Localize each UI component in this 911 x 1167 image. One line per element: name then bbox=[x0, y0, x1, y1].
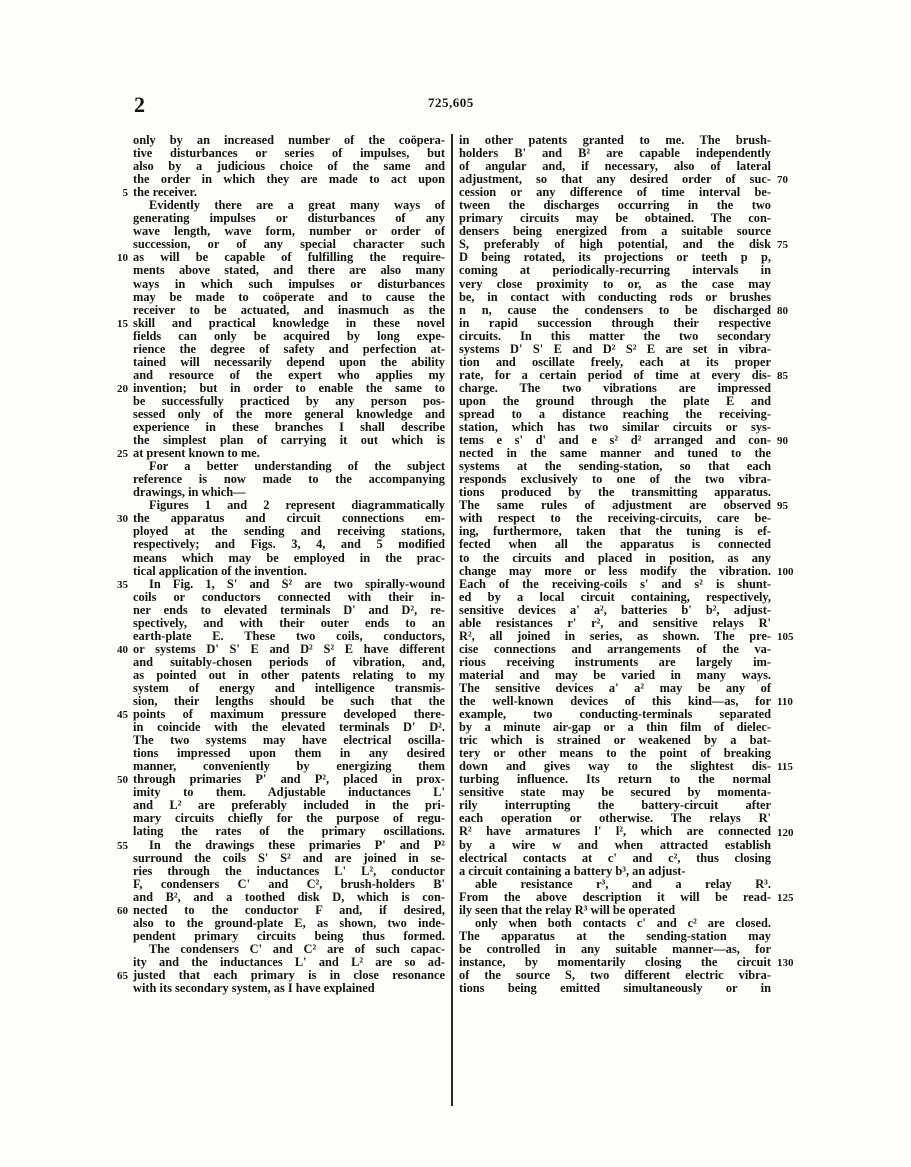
text-line: and suitably-chosen periods of vibration, and, bbox=[133, 654, 445, 669]
line-number: 125 bbox=[777, 891, 794, 904]
line-number: 55 bbox=[117, 839, 128, 852]
text-line: Each of the receiving-coils s' and s² is shunt- bbox=[459, 576, 771, 591]
text-line: R² have armatures l' l², which are connected bbox=[459, 824, 771, 839]
right-text-column bbox=[459, 134, 771, 995]
text-line: the apparatus and circuit connections em- bbox=[133, 511, 445, 526]
text-line: ily seen that the relay R³ will be operated bbox=[459, 902, 676, 917]
text-line: circuits. In this matter the two secondary bbox=[459, 328, 771, 343]
text-line: of angular and, if necessary, also of lateral bbox=[459, 159, 771, 174]
text-line: systems at the sending-station, so that each bbox=[459, 459, 771, 474]
text-line: as will be capable of fulfilling the require- bbox=[133, 250, 445, 265]
line-number: 95 bbox=[777, 500, 788, 513]
text-line: with its secondary system, as I have explained bbox=[133, 981, 375, 996]
text-line: and L² are preferably included in the pri- bbox=[133, 798, 445, 813]
text-line: generating impulses or disturbances of any bbox=[133, 211, 445, 226]
text-line: the well-known devices of this kind—as, for bbox=[459, 694, 771, 709]
text-line: spread to a distance reaching the receiving- bbox=[459, 406, 771, 421]
text-line: charge. The two vibrations are impressed bbox=[459, 380, 771, 395]
text-line: ner ends to elevated terminals D' and D², re- bbox=[133, 602, 445, 617]
text-line: The two systems may have electrical oscilla- bbox=[133, 733, 445, 748]
text-line: responds exclusively to one of the two vibra- bbox=[459, 472, 771, 487]
text-line: also by a judicious choice of the same and bbox=[133, 159, 445, 174]
text-line: in coincide with the elevated terminals D' D². bbox=[133, 720, 445, 735]
text-line: earth-plate E. These two coils, conductors, bbox=[133, 628, 445, 643]
line-number: 85 bbox=[777, 369, 788, 382]
line-number: 110 bbox=[777, 696, 793, 709]
text-line: instance, by momentarily closing the circuit bbox=[459, 954, 771, 969]
text-line: receiver to be actuated, and inasmuch as the bbox=[133, 302, 445, 317]
text-line: ways in which such impulses or disturbances bbox=[133, 276, 445, 291]
text-line: fected when all the apparatus is connected bbox=[459, 537, 771, 552]
text-line: The apparatus at the sending-station may bbox=[459, 928, 771, 943]
text-line: adjustment, so that any desired order of suc- bbox=[459, 172, 771, 187]
line-number: 90 bbox=[777, 435, 788, 448]
text-line: ed by a local circuit containing, respectively, bbox=[459, 589, 771, 604]
text-line: sessed only of the more general knowledge and bbox=[133, 406, 445, 421]
text-line: D being rotated, its projections or teeth p p, bbox=[459, 250, 771, 265]
text-line: experience in these branches I shall describe bbox=[133, 420, 445, 435]
line-number: 45 bbox=[117, 709, 128, 722]
text-line: in rapid succession through their respective bbox=[459, 315, 771, 330]
line-number: 30 bbox=[117, 513, 128, 526]
text-line: only by an increased number of the coöpera- bbox=[133, 133, 445, 147]
text-line: respectively; and Figs. 3, 4, and 5 modified bbox=[133, 537, 445, 552]
text-line: rily interrupting the battery-circuit after bbox=[459, 798, 771, 813]
line-number: 100 bbox=[777, 565, 794, 578]
text-line: tems e s' d' and e s² d² arranged and con- bbox=[459, 433, 771, 448]
text-line: pendent primary circuits being thus formed. bbox=[133, 928, 445, 943]
text-line: each operation or otherwise. The relays R' bbox=[459, 811, 771, 826]
text-line: lating the rates of the primary oscillations. bbox=[133, 824, 445, 839]
text-line: densers being energized from a suitable source bbox=[459, 224, 771, 239]
text-line: For a better understanding of the subject bbox=[149, 459, 445, 474]
text-line: ployed at the sending and receiving stations, bbox=[133, 524, 445, 539]
text-line: holders B' and B² are capable independently bbox=[459, 146, 771, 161]
text-line: surround the coils S' S² and are joined in se- bbox=[133, 850, 445, 865]
text-line: ments above stated, and there are also many bbox=[133, 263, 445, 278]
text-line: through primaries P' and P², placed in prox- bbox=[133, 772, 445, 787]
text-line: system of energy and intelligence transmis- bbox=[133, 680, 445, 695]
text-line: or systems D' S' E and D² S² E have different bbox=[133, 641, 445, 656]
text-line: nected in the same manner and tuned to the bbox=[459, 446, 771, 461]
text-line: by a minute air-gap or a thin film of dielec- bbox=[459, 720, 771, 735]
text-line: Evidently there are a great many ways of bbox=[149, 198, 445, 213]
text-line: and B², and a toothed disk D, which is con- bbox=[133, 889, 445, 904]
text-line: be successfully practiced by any person pos- bbox=[133, 393, 445, 408]
text-line: R², all joined in series, as shown. The pre- bbox=[459, 628, 771, 643]
text-line: tween the discharges occurring in the two bbox=[459, 198, 771, 213]
text-line: as pointed out in other patents relating to my bbox=[133, 667, 445, 682]
line-number: 115 bbox=[777, 761, 793, 774]
text-line: primary circuits may be obtained. The con- bbox=[459, 211, 771, 226]
text-line: may be made to coöperate and to cause the bbox=[133, 289, 445, 304]
text-line: tery or other means to the point of breaking bbox=[459, 746, 771, 761]
text-line: cession or any difference of time interval be- bbox=[459, 185, 771, 200]
text-line: nected to the conductor F and, if desired, bbox=[133, 902, 445, 917]
line-number: 35 bbox=[117, 578, 128, 591]
text-line: ries through the inductances L' L², conductor bbox=[133, 863, 445, 878]
text-line: down and gives way to the slightest dis- bbox=[459, 759, 771, 774]
text-line: F, condensers C' and C², brush-holders B' bbox=[133, 876, 445, 891]
text-line: cise connections and arrangements of the va- bbox=[459, 641, 771, 656]
text-line: by a wire w and when attracted establish bbox=[459, 837, 771, 852]
text-line: electrical contacts at c' and c², thus closing bbox=[459, 850, 771, 865]
line-number: 75 bbox=[777, 239, 788, 252]
text-line: systems D' S' E and D² S² E are set in vibra- bbox=[459, 341, 771, 356]
text-line: the simplest plan of carrying it out which is bbox=[133, 433, 445, 448]
text-line: tive disturbances or series of impulses, but bbox=[133, 146, 445, 161]
line-number: 10 bbox=[117, 252, 128, 265]
text-line: the order in which they are made to act upon bbox=[133, 172, 445, 187]
text-line: justed that each primary is in close resonance bbox=[133, 968, 445, 982]
text-line: rious receiving instruments are largely im- bbox=[459, 654, 771, 669]
text-line: station, which has two similar circuits or sys- bbox=[459, 420, 771, 435]
text-line: tion and oscillate freely, each at its proper bbox=[459, 354, 771, 369]
line-number: 105 bbox=[777, 630, 794, 643]
line-number: 50 bbox=[117, 774, 128, 787]
line-number: 20 bbox=[117, 382, 128, 395]
text-line: sensitive devices a' a², batteries b' b², adjust- bbox=[459, 602, 771, 617]
text-line: drawings, in which— bbox=[133, 485, 246, 500]
text-line: manner, conveniently by energizing them bbox=[133, 759, 445, 774]
text-line: reference is now made to the accompanying bbox=[133, 472, 445, 487]
left-text-column bbox=[133, 134, 445, 995]
text-line: able resistance r³, and a relay R³. bbox=[475, 876, 771, 891]
text-line: a circuit containing a battery b³, an adjust- bbox=[459, 863, 686, 878]
text-line: able resistances r' r², and sensitive relays R' bbox=[459, 615, 771, 630]
patent-number: 725,605 bbox=[428, 95, 474, 110]
line-number: 60 bbox=[117, 904, 128, 917]
text-line: change may more or less modify the vibration. bbox=[459, 563, 771, 578]
text-line: to the circuits and placed in position, as any bbox=[459, 550, 771, 565]
text-line: In Fig. 1, S' and S² are two spirally-wound bbox=[149, 576, 445, 591]
text-line: invention; but in order to enable the same to bbox=[133, 380, 445, 395]
text-line: tical application of the invention. bbox=[133, 563, 307, 578]
text-line: tained will necessarily depend upon the ability bbox=[133, 354, 445, 369]
line-number: 15 bbox=[117, 317, 128, 330]
line-number: 65 bbox=[117, 970, 128, 983]
line-number: 25 bbox=[117, 448, 128, 461]
page-number: 2 bbox=[134, 92, 145, 117]
text-line: in other patents granted to me. The brush- bbox=[459, 133, 771, 147]
text-line: also to the ground-plate E, as shown, two inde- bbox=[133, 915, 445, 930]
text-line: points of maximum pressure developed there- bbox=[133, 707, 445, 722]
text-line: tions being emitted simultaneously or in bbox=[459, 981, 771, 996]
text-line: The sensitive devices a' a² may be any of bbox=[459, 680, 771, 695]
text-line: upon the ground through the plate E and bbox=[459, 393, 771, 408]
text-line: be controlled in any suitable manner—as, for bbox=[459, 941, 771, 956]
text-line: sensitive state may be secured by momenta- bbox=[459, 785, 771, 800]
line-number: 70 bbox=[777, 174, 788, 187]
text-line: ity and the inductances L' and L² are so ad- bbox=[133, 954, 445, 969]
text-line: The same rules of adjustment are observed bbox=[459, 498, 771, 513]
text-line: succession, or of any special character such bbox=[133, 237, 445, 252]
text-line: skill and practical knowledge in these novel bbox=[133, 315, 445, 330]
column-divider bbox=[451, 134, 453, 1106]
text-line: example, two conducting-terminals separated bbox=[459, 707, 771, 722]
text-line: material and may be varied in many ways. bbox=[459, 667, 771, 682]
text-line: fields can only be acquired by long expe- bbox=[133, 328, 445, 343]
text-line: and resource of the expert who applies my bbox=[133, 367, 445, 382]
line-number: 40 bbox=[117, 643, 128, 656]
text-line: coils or conductors connected with their in- bbox=[133, 589, 445, 604]
text-line: mary circuits chiefly for the purpose of regu- bbox=[133, 811, 445, 826]
text-line: tric which is strained or weakened by a bat- bbox=[459, 733, 771, 748]
text-line: tions produced by the transmitting apparatus. bbox=[459, 485, 771, 500]
text-line: In the drawings these primaries P' and P² bbox=[149, 837, 445, 852]
text-line: tions impressed upon them in any desired bbox=[133, 746, 445, 761]
line-number: 5 bbox=[122, 187, 128, 200]
line-number: 80 bbox=[777, 304, 788, 317]
text-line: very close proximity to or, as the case may bbox=[459, 276, 771, 291]
line-number: 130 bbox=[777, 957, 794, 970]
text-line: at present known to me. bbox=[133, 446, 260, 461]
text-line: with respect to the receiving-circuits, care be- bbox=[459, 511, 771, 526]
text-line: spectively, and with their outer ends to an bbox=[133, 615, 445, 630]
text-line: ing, furthermore, taken that the tuning is ef- bbox=[459, 524, 771, 539]
text-line: Figures 1 and 2 represent diagrammatically bbox=[149, 498, 445, 513]
text-line: of the source S, two different electric vibra- bbox=[459, 968, 771, 982]
text-line: turbing influence. Its return to the normal bbox=[459, 772, 771, 787]
text-line: sion, their lengths should be such that the bbox=[133, 694, 445, 709]
text-line: wave length, wave form, number or order of bbox=[133, 224, 445, 239]
text-line: rience the degree of safety and perfection at- bbox=[133, 341, 445, 356]
text-line: means which may be employed in the prac- bbox=[133, 550, 445, 565]
text-line: The condensers C' and C² are of such capac- bbox=[149, 941, 445, 956]
text-line: n n, cause the condensers to be discharged bbox=[459, 302, 771, 317]
line-number: 120 bbox=[777, 826, 794, 839]
text-line: only when both contacts c' and c² are closed. bbox=[475, 915, 771, 930]
text-line: be, in contact with conducting rods or brushes bbox=[459, 289, 771, 304]
text-line: coming at periodically-recurring intervals in bbox=[459, 263, 771, 278]
text-line: imity to them. Adjustable inductances L' bbox=[133, 785, 445, 800]
text-line: the receiver. bbox=[133, 185, 197, 200]
text-line: S, preferably of high potential, and the disk bbox=[459, 237, 771, 252]
text-line: From the above description it will be read- bbox=[459, 889, 771, 904]
text-line: rate, for a certain period of time at every dis- bbox=[459, 367, 771, 382]
